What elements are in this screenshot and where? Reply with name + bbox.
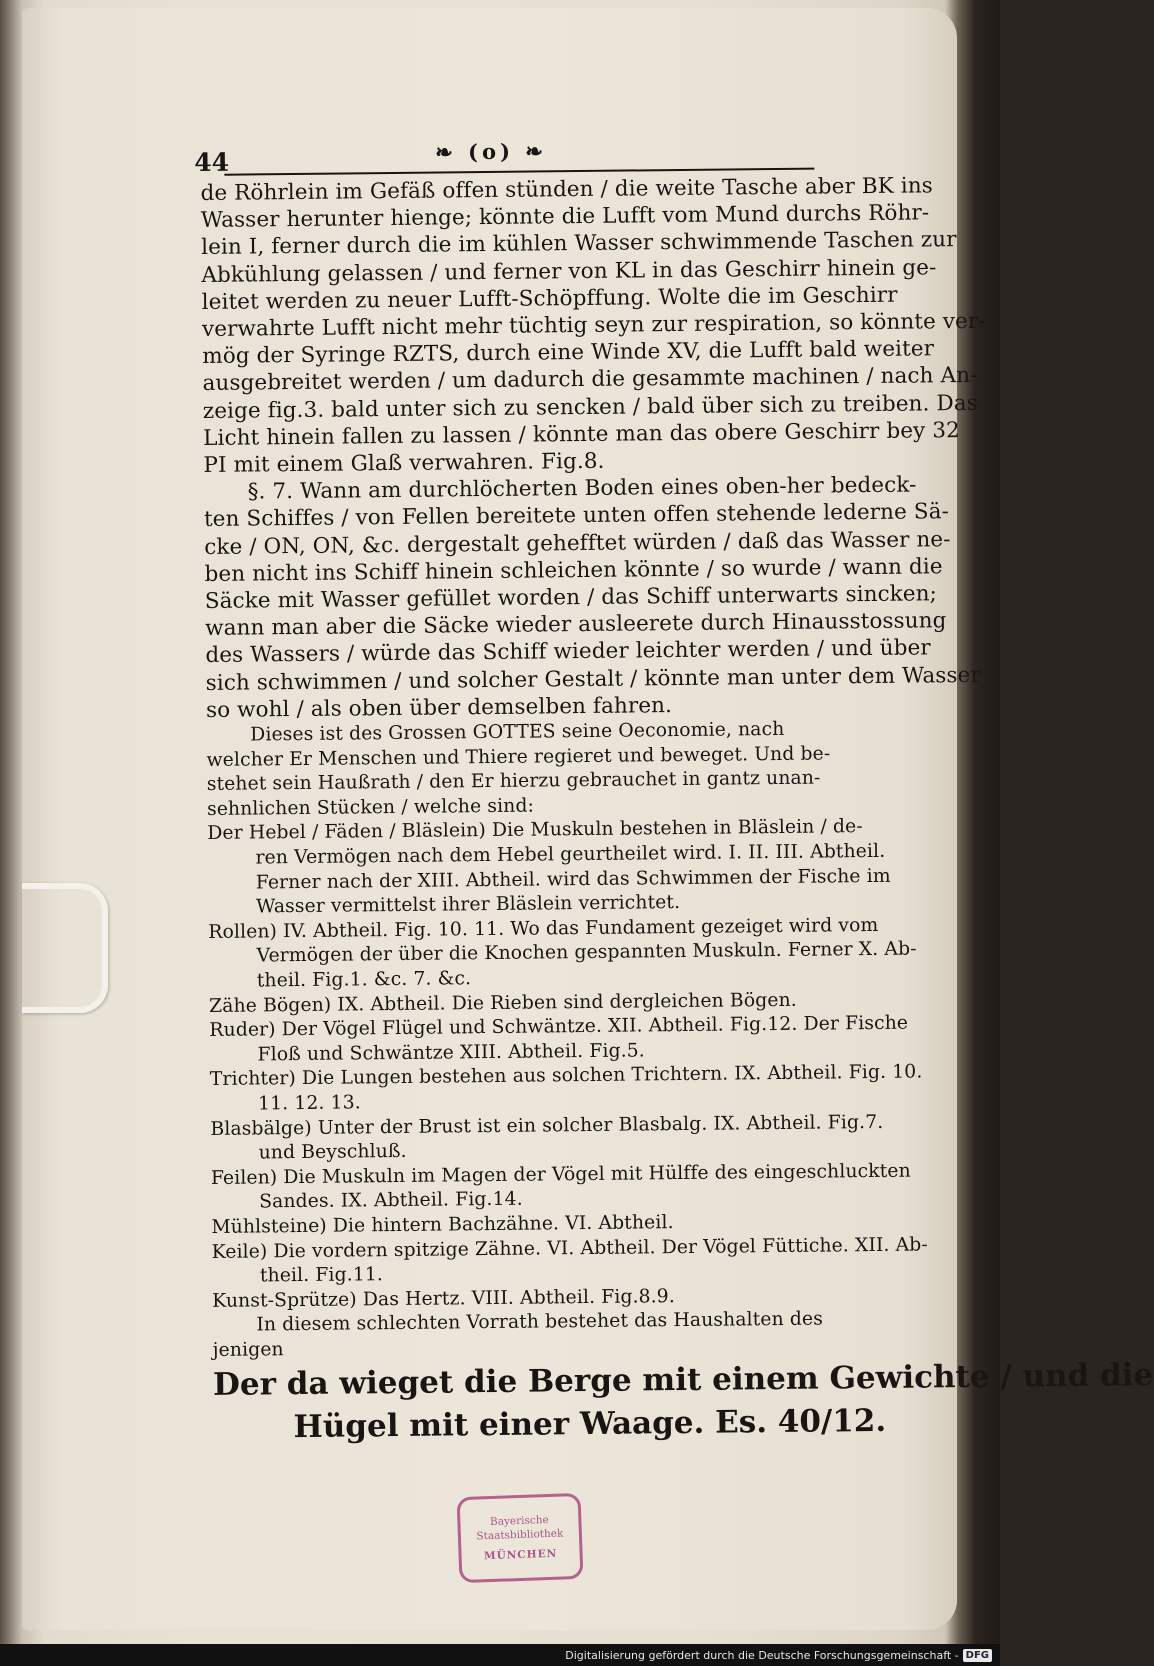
- text-line: Abkühlung gelassen / und ferner von KL in das Geschirr hinein ge-: [201, 254, 937, 288]
- text-line: welcher Er Menschen und Thiere regieret und beweget. Und be-: [206, 743, 831, 771]
- text-line: Floß und Schwäntze XIII. Abtheil. Fig.5.: [257, 1040, 645, 1066]
- text-line: und Beyschluß.: [258, 1141, 407, 1164]
- text-line: so wohl / als oben über demselben fahren.: [205, 692, 673, 723]
- text-line: des Wassers / würde das Schiff wieder leichter werden / und über: [205, 635, 931, 669]
- text-line: verwahrte Lufft nicht mehr tüchtig seyn zur respiration, so könnte ver-: [201, 308, 986, 343]
- text-line: sehnlichen Stücken / welche sind:: [206, 795, 535, 820]
- list-entry: Feilen) Die Muskuln im Magen der Vögel mit Hülffe des eingeschluckten: [210, 1160, 911, 1189]
- text-line: de Röhrlein im Gefäß offen stünden / die weite Tasche aber BK ins: [200, 173, 934, 206]
- text-line: Wasser herunter hienge; könnte die Lufft vom Mund durchs Röhr-: [200, 200, 930, 234]
- text-line: Dieses ist des Grossen GOTTES seine Oeconomie, nach: [250, 718, 785, 746]
- text-line: lein I, ferner durch die im kühlen Wasser schwimmende Taschen zur: [201, 227, 957, 261]
- page-number: 44: [194, 147, 230, 178]
- text-line: Sandes. IX. Abtheil. Fig.14.: [259, 1189, 523, 1213]
- text-line: sich schwimmen / und solcher Gestalt / könnte man unter dem Wasser: [205, 662, 981, 696]
- text-line: In diesem schlechten Vorrath bestehet das Haushalten des: [256, 1308, 824, 1336]
- list-entry: Ruder) Der Vögel Flügel und Schwäntze. XII. Abtheil. Fig.12. Der Fische: [209, 1012, 909, 1042]
- page-clip: [22, 883, 108, 1013]
- text-line: theil. Fig.1. &c. 7. &c.: [256, 968, 472, 992]
- dfg-logo: DFG: [963, 1649, 992, 1662]
- stamp-line: Bayerische: [489, 1513, 549, 1529]
- text-line: PI mit einem Glaß verwahren. Fig.8.: [203, 448, 605, 479]
- footer-credit: Digitalisierung gefördert durch die Deutsche Forschungsgemeinschaft -: [565, 1648, 959, 1662]
- text-line: Vermögen der über die Knochen gespannten Muskuln. Ferner X. Ab-: [256, 938, 917, 967]
- text-line: Ferner nach der XIII. Abtheil. wird das Schwimmen der Fische im: [255, 865, 891, 894]
- page-text-block: [194, 130, 1154, 1449]
- list-entry: Keile) Die vordern spitzige Zähne. VI. Abtheil. Der Vögel Füttiche. XII. Ab-: [211, 1233, 928, 1263]
- text-line: zeige fig.3. bald unter sich zu sencken / bald über sich zu treiben. Das: [202, 390, 978, 424]
- text-line: ben nicht ins Schiff hinein schleichen könnte / so wurde / wann die: [204, 554, 943, 587]
- list-entry: Rollen) IV. Abtheil. Fig. 10. 11. Wo das Fundament gezeiget wird vom: [208, 914, 879, 943]
- text-line: wann man aber die Säcke wieder ausleerete durch Hinausstossung: [205, 608, 947, 642]
- text-line: Wasser vermittelst ihrer Bläslein verrichtet.: [255, 892, 681, 918]
- text-line: jenigen: [212, 1339, 284, 1361]
- text-line: Säcke mit Wasser gefüllet worden / das Schiff unterwarts sincken;: [204, 581, 938, 615]
- text-line: §. 7. Wann am durchlöcherten Boden eines oben-her bedeck-: [247, 472, 917, 505]
- header-ornament: ❧ (o) ❧: [435, 138, 547, 165]
- list-entry: Trichter) Die Lungen bestehen aus solchen Trichtern. IX. Abtheil. Fig. 10.: [209, 1061, 923, 1091]
- running-header: [194, 130, 945, 180]
- list-entry: Zähe Bögen) IX. Abtheil. Die Rieben sind dergleichen Bögen.: [208, 989, 797, 1017]
- list-entry: Blasbälge) Unter der Brust ist ein solcher Blasbalg. IX. Abtheil. Fig.7.: [210, 1111, 884, 1140]
- text-line: leitet werden zu neuer Lufft-Schöpffung. Wolte die im Geschirr: [201, 282, 898, 315]
- list-entry: Kunst-Sprütze) Das Hertz. VIII. Abtheil. Fig.8.9.: [212, 1285, 675, 1312]
- text-line: theil. Fig.11.: [259, 1264, 384, 1287]
- text-line: 11. 12. 13.: [258, 1092, 361, 1115]
- text-line: ten Schiffes / von Fellen bereitete unten offen stehende lederne Sä-: [203, 499, 950, 533]
- library-stamp: [457, 1493, 584, 1583]
- text-line: ausgebreitet werden / um dadurch die gesammte machinen / nach An-: [202, 363, 978, 397]
- text-line: Licht hinein fallen zu lassen / könnte man das obere Geschirr bey 32: [203, 417, 960, 451]
- closing-quote-line: Hügel mit einer Waage. Es. 40/12.: [293, 1402, 887, 1445]
- text-line: mög der Syringe RZTS, durch eine Winde XV, die Lufft bald weiter: [202, 336, 935, 370]
- text-line: cke / ON, ON, &c. dergestalt gehefftet würden / daß das Wasser ne-: [204, 526, 951, 560]
- list-entry: Mühlsteine) Die hintern Bachzähne. VI. Abtheil.: [211, 1212, 674, 1238]
- list-entry: Der Hebel / Fäden / Bläslein) Die Muskuln bestehen in Bläslein / de-: [207, 816, 863, 845]
- stamp-line: MÜNCHEN: [483, 1547, 558, 1563]
- text-line: stehet sein Haußrath / den Er hierzu gebrauchet in gantz unan-: [206, 767, 821, 796]
- digitization-footer: [0, 1644, 1000, 1666]
- text-line: ren Vermögen nach dem Hebel geurtheilet wird. I. II. III. Abtheil.: [255, 840, 886, 869]
- closing-quote-line: Der da wieget die Berge mit einem Gewichte / und die: [212, 1356, 1154, 1403]
- stamp-line: Staatsbibliothek: [476, 1527, 564, 1543]
